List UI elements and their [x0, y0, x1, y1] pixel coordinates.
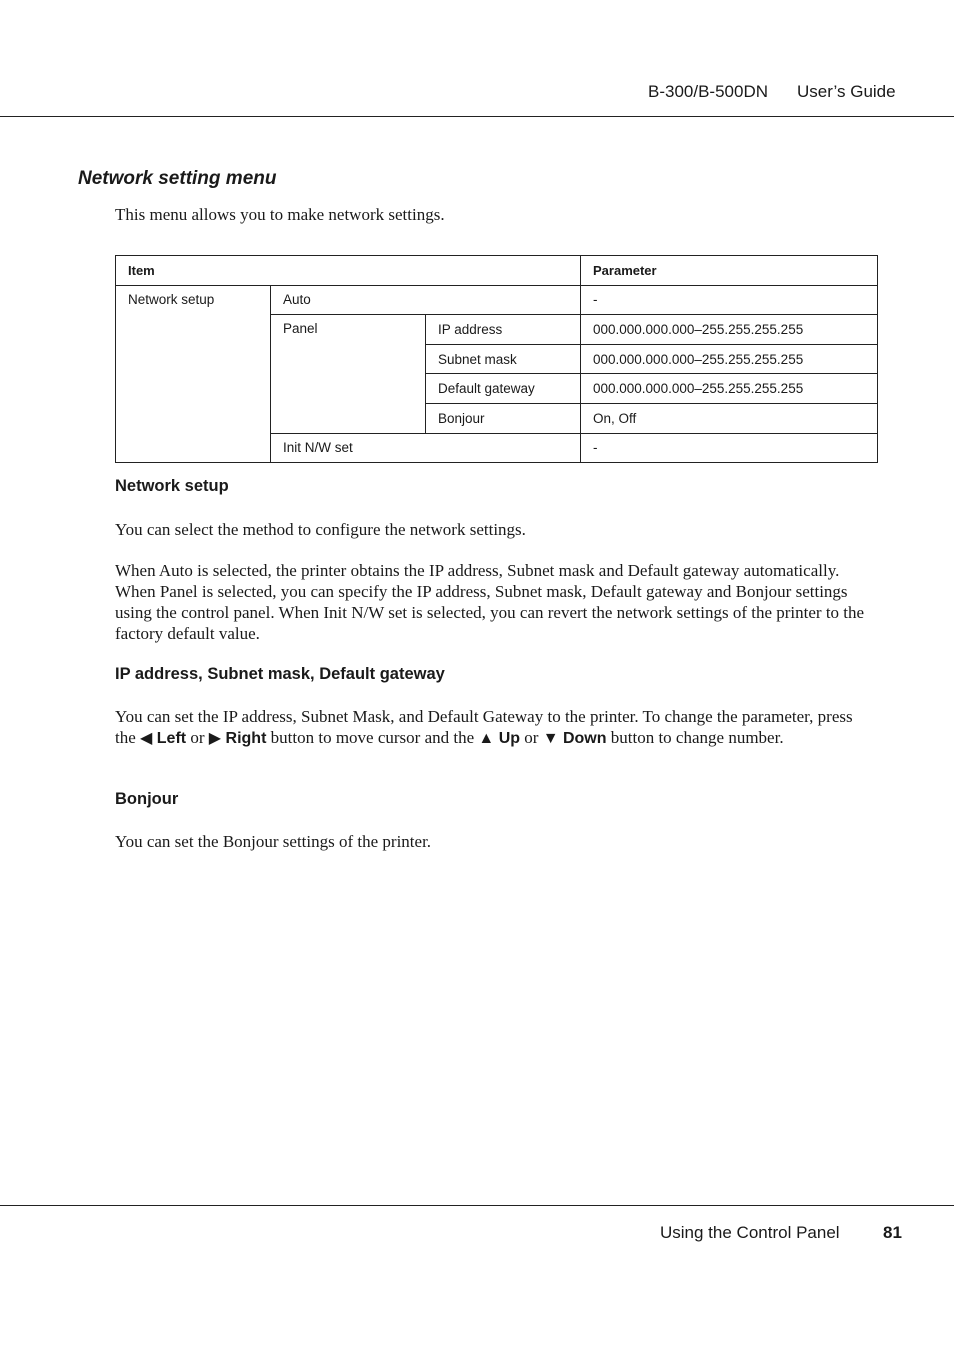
network-settings-table [115, 255, 878, 463]
default-gateway-param: 000.000.000.000–255.255.255.255 [581, 374, 878, 404]
page-header [0, 0, 954, 117]
network-setup-cell: Network setup [116, 285, 271, 463]
auto-cell: Auto [271, 285, 581, 315]
auto-param: - [581, 285, 878, 315]
section-title: Network setting menu [78, 168, 277, 189]
chapter-title: Using the Control Panel [660, 1223, 840, 1242]
header-item: Item [116, 256, 581, 286]
left-button-label: ◀ Left [140, 730, 187, 747]
ip-text-3: button to change number. [610, 728, 784, 747]
init-nw-set-cell: Init N/W set [271, 433, 581, 463]
up-button-label: ▲ Up [478, 730, 521, 747]
ip-text-1: You can set the IP address, Subnet Mask, and Default Gateway to the printer. To change the parameter, press the [115, 707, 853, 747]
default-gateway-cell: Default gateway [426, 374, 581, 404]
product-model: B-300/B-500DN [648, 82, 769, 101]
bonjour-param: On, Off [581, 403, 878, 433]
right-button-label: ▶ Right [208, 730, 267, 747]
network-setup-paragraph-2: When Auto is selected, the printer obtains the IP address, Subnet mask and Default gateway automatically. When Panel is selected, you can specify the IP address, Subnet mask, Default gateway and Bonjour settings using the control panel. When Init N/W set is selected, you can revert the network settings of the printer to the factory default value. [115, 561, 865, 643]
table-header-row [116, 256, 878, 286]
bonjour-paragraph: You can set the Bonjour settings of the printer. [115, 832, 432, 851]
bonjour-heading: Bonjour [115, 790, 179, 808]
subnet-mask-cell: Subnet mask [426, 344, 581, 374]
page-footer [0, 1205, 954, 1242]
network-setup-heading: Network setup [115, 477, 229, 495]
panel-cell: Panel [271, 315, 426, 433]
ip-or-1: or [190, 728, 205, 747]
guide-title: User’s Guide [797, 82, 896, 101]
page-number: 81 [883, 1223, 902, 1242]
ip-or-2: or [524, 728, 539, 747]
network-setup-paragraph-1: You can select the method to configure the network settings. [115, 520, 526, 539]
init-nw-set-param: - [581, 433, 878, 463]
header-parameter: Parameter [581, 256, 878, 286]
section-intro: This menu allows you to make network settings. [115, 205, 445, 224]
table-row [116, 285, 878, 315]
ip-address-param: 000.000.000.000–255.255.255.255 [581, 315, 878, 345]
ip-text-2: button to move cursor and the [270, 728, 475, 747]
bonjour-cell: Bonjour [426, 403, 581, 433]
ip-address-cell: IP address [426, 315, 581, 345]
ip-section-heading: IP address, Subnet mask, Default gateway [115, 665, 445, 683]
subnet-mask-param: 000.000.000.000–255.255.255.255 [581, 344, 878, 374]
down-button-label: ▼ Down [542, 730, 607, 747]
ip-section-paragraph [115, 706, 875, 749]
